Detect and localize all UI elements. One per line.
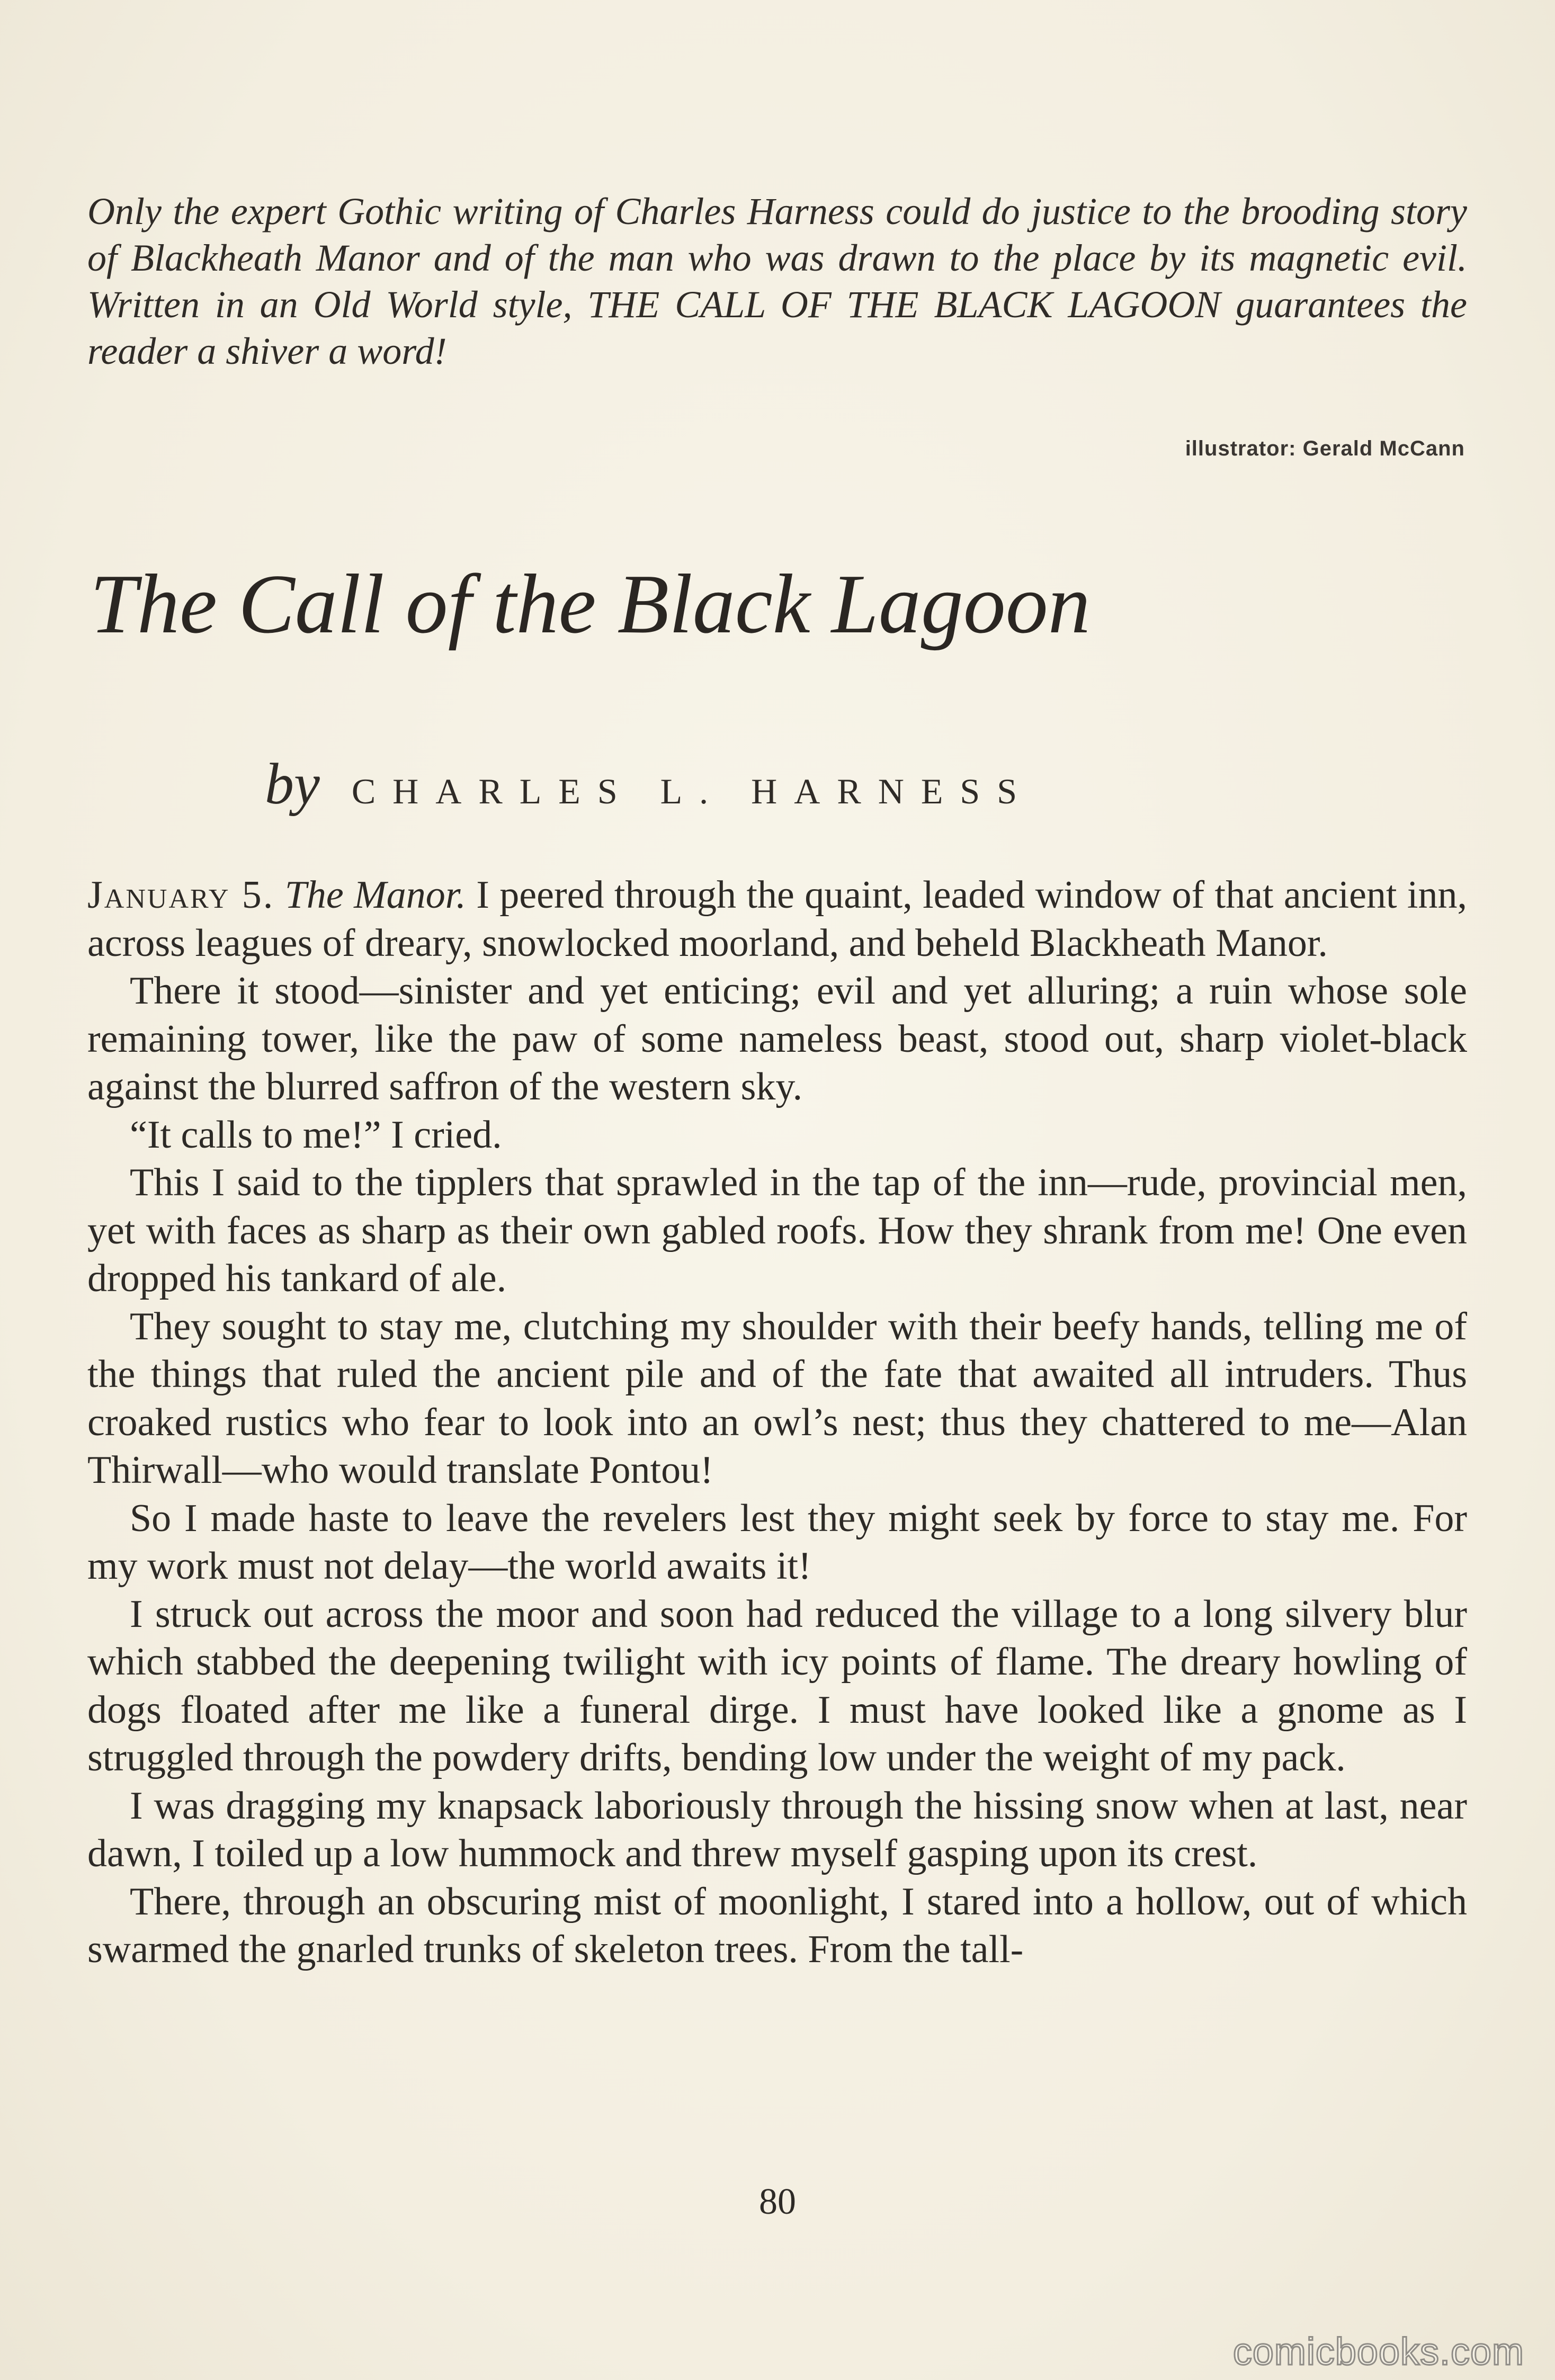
paragraph-2: There it stood—sinister and yet enticing; evil and yet alluring; a ruin whose sole remaining tower, like the paw of some nameless beast, stood out, sharp violet-black against the blurred saffron of the western sky. [87, 969, 1467, 1108]
paragraph-4: This I said to the tipplers that sprawled in the tap of the inn—rude, provincial men, yet with faces as sharp as their own gabled roofs. How they shrank from me! One even dropped his tankard of ale. [87, 1161, 1467, 1300]
site-watermark: comicbooks.com [1232, 2331, 1524, 2373]
byline-author: CHARLES L. HARNESS [351, 771, 1034, 811]
paragraph-1-text: I peered through the quaint, leaded window of that ancient inn, across leagues of dreary, snowlocked moorland, and beheld Blackheath Manor. [87, 873, 1467, 965]
illustrator-credit: illustrator: Gerald McCann [1185, 437, 1465, 460]
paragraph-7: I struck out across the moor and soon had reduced the village to a long silvery blur which stabbed the deepening twilight with icy points of flame. The dreary howling of dogs floated after me like a funeral dirge. I must have looked like a gnome as I struggled through the powdery drifts, bending low under the weight of my pack. [87, 1592, 1467, 1779]
paragraph-5: They sought to stay me, clutching my shoulder with their beefy hands, telling me of the things that ruled the ancient pile and of the fate that awaited all intruders. Thus croaked rustics who fear to look into an owl’s nest; thus they chattered to me—Alan Thirwall—who would translate Pontou! [87, 1304, 1467, 1492]
paragraph-8: I was dragging my knapsack laboriously through the hissing snow when at last, near dawn, I toiled up a low hummock and threw myself gasping upon its crest. [87, 1784, 1467, 1875]
entry-place: The Manor. [284, 873, 466, 917]
story-title: The Call of the Black Lagoon [90, 557, 1091, 651]
paragraph-6: So I made haste to leave the revelers lest they might seek by force to stay me. For my work must not delay—the world awaits it! [87, 1496, 1467, 1588]
paragraph-9: There, through an obscuring mist of moonlight, I stared into a hollow, out of which swarmed the gnarled trunks of skeleton trees. From the tall- [87, 1880, 1467, 1971]
byline [265, 752, 1034, 823]
paragraph-1 [87, 871, 1467, 967]
byline-by: by [265, 751, 320, 816]
entry-date: January 5. [87, 873, 275, 917]
paragraph-3: “It calls to me!” I cried. [130, 1113, 502, 1157]
intro-blurb: Only the expert Gothic writing of Charles Harness could do justice to the brooding story of Blackheath Manor and of the man who was drawn to the place by its magnetic evil. Written in an Old World style, THE CALL OF THE BLACK LAGOON guarantees the reader a shiver a word! [87, 190, 1467, 372]
page-number: 80 [759, 2181, 796, 2222]
story-body [87, 871, 1467, 1974]
